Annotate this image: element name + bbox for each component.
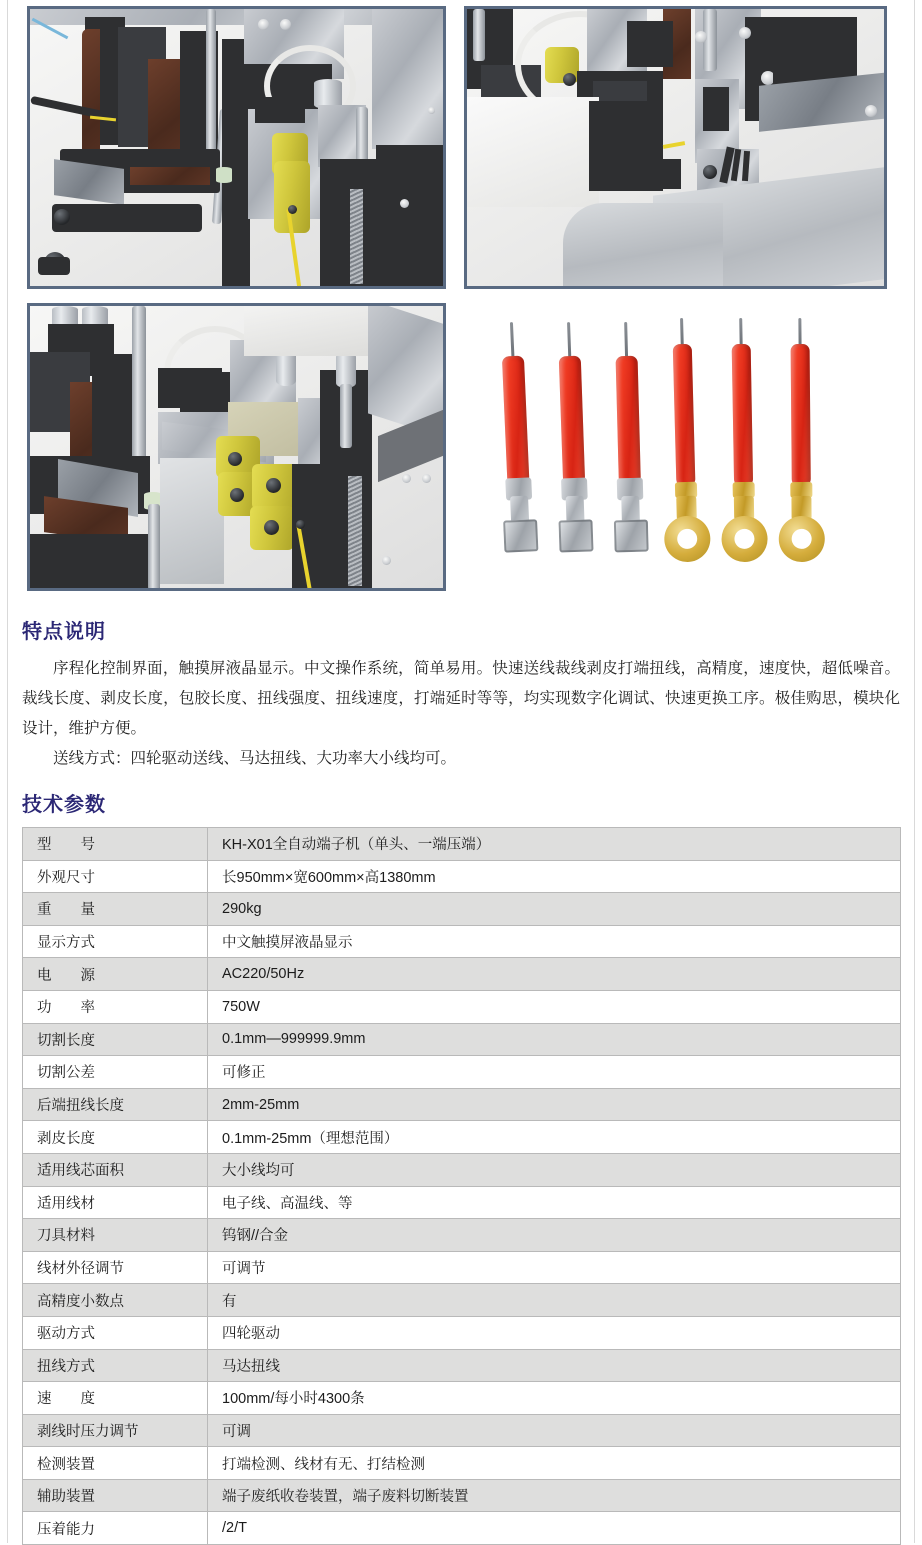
features-paragraph-1: 序程化控制界面，触摸屏液晶显示。中文操作系统，简单易用。快速送线裁线剥皮打端扭线，高精度，速度快，超低噪音。 裁线长度、剥皮长度，包胶长度、扭线强度、扭线速度，打端延时等等，均实现数字化调试、快速更换工序。极佳购思，模块化设计，维护方便。 bbox=[22, 660, 900, 737]
specs-table bbox=[22, 827, 901, 1545]
spec-key: 后端扭线长度 bbox=[23, 1088, 208, 1121]
features-paragraph-2: 送线方式：四轮驱动送线、马达扭线、大功率大小线均可。 bbox=[53, 750, 457, 767]
spec-key: 刀具材料 bbox=[23, 1219, 208, 1252]
spec-row bbox=[23, 893, 901, 926]
spec-key: 重 量 bbox=[23, 893, 208, 926]
spec-key: 切割长度 bbox=[23, 1023, 208, 1056]
spec-value: 中文触摸屏液晶显示 bbox=[208, 925, 901, 958]
spec-key: 压着能力 bbox=[23, 1512, 208, 1545]
spec-value: 0.1mm—999999.9mm bbox=[208, 1023, 901, 1056]
spec-key: 适用线芯面积 bbox=[23, 1153, 208, 1186]
spec-row bbox=[23, 1479, 901, 1512]
machine-wire-gripper-photo bbox=[464, 6, 887, 289]
spec-value: 可调 bbox=[208, 1414, 901, 1447]
spec-key: 切割公差 bbox=[23, 1056, 208, 1089]
spec-key: 剥线时压力调节 bbox=[23, 1414, 208, 1447]
machine-four-wheel-feeder-photo bbox=[27, 303, 446, 591]
spec-value: 0.1mm-25mm（理想范围） bbox=[208, 1121, 901, 1154]
spec-key: 速 度 bbox=[23, 1382, 208, 1415]
spec-row bbox=[23, 860, 901, 893]
spec-value: 可调节 bbox=[208, 1251, 901, 1284]
spec-key: 线材外径调节 bbox=[23, 1251, 208, 1284]
spec-key: 辅助装置 bbox=[23, 1479, 208, 1512]
spec-row bbox=[23, 1153, 901, 1186]
spec-row bbox=[23, 1512, 901, 1545]
spec-value: 电子线、高温线、等 bbox=[208, 1186, 901, 1219]
spec-row bbox=[23, 1349, 901, 1382]
machine-crimping-head-photo bbox=[27, 6, 446, 289]
spec-row bbox=[23, 1121, 901, 1154]
spec-value: 290kg bbox=[208, 893, 901, 926]
gallery-row-bottom bbox=[0, 303, 922, 591]
spec-value: /2/T bbox=[208, 1512, 901, 1545]
spec-key: 外观尺寸 bbox=[23, 860, 208, 893]
spec-key: 型 号 bbox=[23, 828, 208, 861]
spec-row bbox=[23, 1251, 901, 1284]
spec-row bbox=[23, 1414, 901, 1447]
features-body bbox=[0, 654, 922, 774]
spec-row bbox=[23, 1056, 901, 1089]
spec-value: 2mm-25mm bbox=[208, 1088, 901, 1121]
features-heading: 特点说明 bbox=[22, 621, 106, 643]
spec-key: 高精度小数点 bbox=[23, 1284, 208, 1317]
spec-key: 驱动方式 bbox=[23, 1316, 208, 1349]
spec-value: 钨钢//合金 bbox=[208, 1219, 901, 1252]
spec-value: 100mm/每小时4300条 bbox=[208, 1382, 901, 1415]
spec-row bbox=[23, 1447, 901, 1480]
spec-key: 电 源 bbox=[23, 958, 208, 991]
spec-row bbox=[23, 990, 901, 1023]
specs-heading: 技术参数 bbox=[22, 794, 106, 816]
spec-key: 功 率 bbox=[23, 990, 208, 1023]
spec-value: 四轮驱动 bbox=[208, 1316, 901, 1349]
spec-row bbox=[23, 958, 901, 991]
spec-value: 大小线均可 bbox=[208, 1153, 901, 1186]
spec-row bbox=[23, 925, 901, 958]
spec-key: 剥皮长度 bbox=[23, 1121, 208, 1154]
spec-row bbox=[23, 1382, 901, 1415]
spec-row bbox=[23, 828, 901, 861]
spec-row bbox=[23, 1023, 901, 1056]
spec-value: 端子废纸收卷装置，端子废料切断装置 bbox=[208, 1479, 901, 1512]
spec-key: 显示方式 bbox=[23, 925, 208, 958]
spec-key: 扭线方式 bbox=[23, 1349, 208, 1382]
spec-value: 可修正 bbox=[208, 1056, 901, 1089]
specs-table-wrap bbox=[0, 827, 922, 1545]
spec-value: 有 bbox=[208, 1284, 901, 1317]
spec-value: 马达扭线 bbox=[208, 1349, 901, 1382]
gallery-row-top bbox=[0, 6, 922, 289]
spec-value: KH-X01全自动端子机（单头、一端压端） bbox=[208, 828, 901, 861]
spec-value: 长950mm×宽600mm×高1380mm bbox=[208, 860, 901, 893]
spec-row bbox=[23, 1219, 901, 1252]
spec-value: 打端检测、线材有无、打结检测 bbox=[208, 1447, 901, 1480]
spec-value: AC220/50Hz bbox=[208, 958, 901, 991]
spec-row bbox=[23, 1186, 901, 1219]
spec-value: 750W bbox=[208, 990, 901, 1023]
wire-samples-photo bbox=[464, 303, 887, 591]
wire-sample-ring-3 bbox=[760, 306, 843, 591]
spec-key: 检测装置 bbox=[23, 1447, 208, 1480]
spec-row bbox=[23, 1316, 901, 1349]
spec-key: 适用线材 bbox=[23, 1186, 208, 1219]
photo-gallery bbox=[0, 0, 922, 591]
spec-row bbox=[23, 1088, 901, 1121]
spec-row bbox=[23, 1284, 901, 1317]
